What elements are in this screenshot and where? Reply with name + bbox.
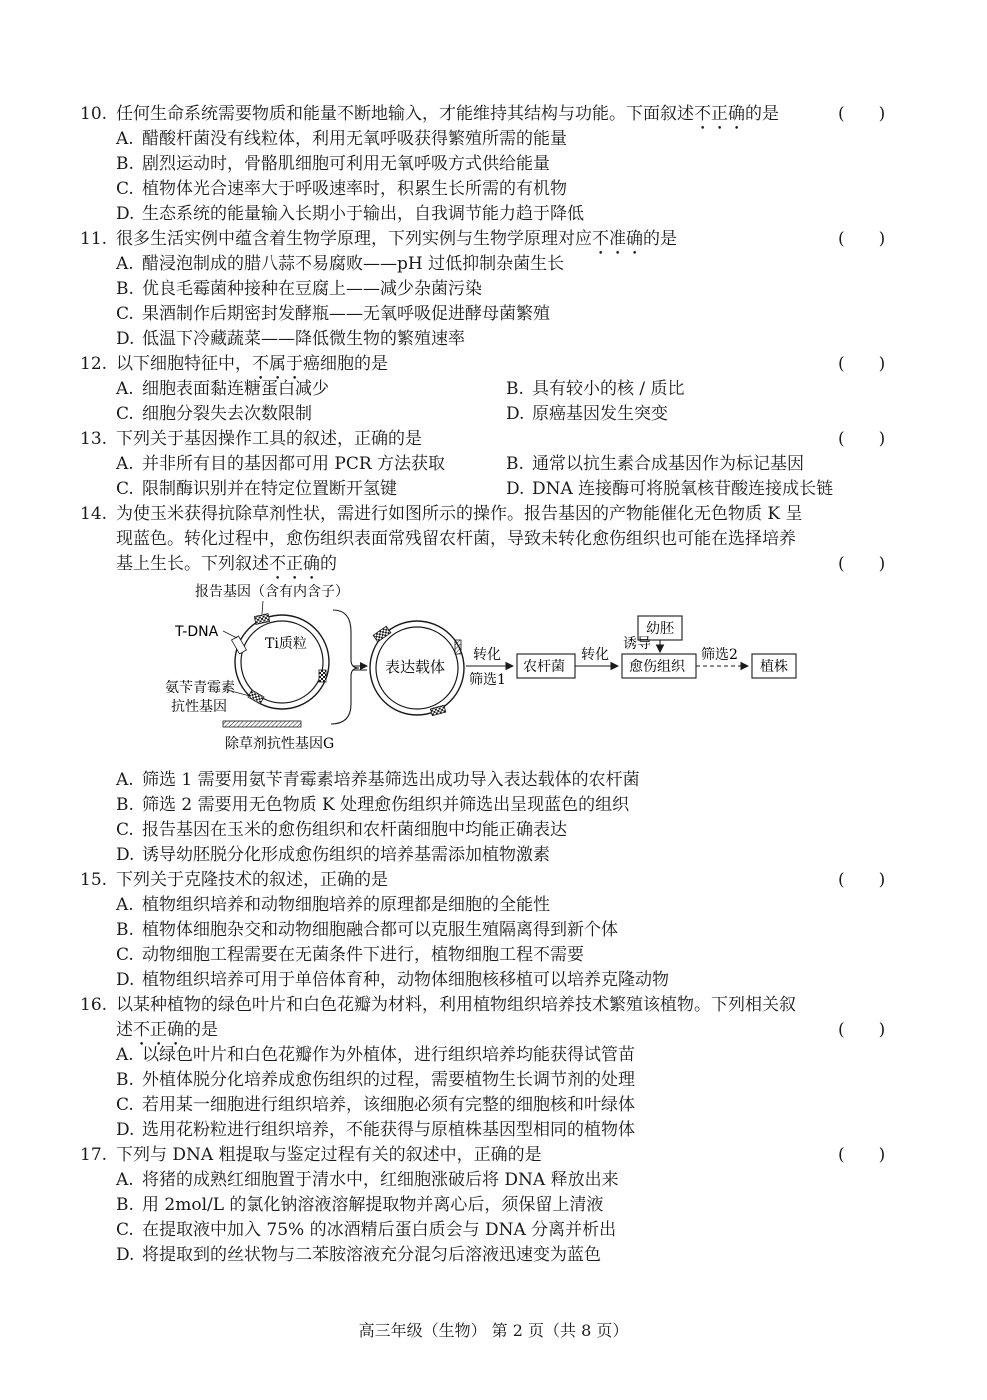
option <box>116 302 550 326</box>
option <box>116 768 640 792</box>
option <box>116 843 550 867</box>
emphasis-text: 不正确 <box>269 554 320 574</box>
option-text: 并非所有目的基因都可用 PCR 方法获取 <box>142 454 446 474</box>
reporter-gene-label: 报告基因（含有内含子） <box>195 584 349 600</box>
option-text: 将猪的成熟红细胞置于清水中，红细胞涨破后将 DNA 释放出来 <box>142 1170 619 1190</box>
question-number: 17. <box>80 1145 108 1165</box>
emphasis-text: 不准确 <box>592 229 643 249</box>
option <box>116 177 567 201</box>
stem-text: 以下细胞特征中， <box>116 354 252 374</box>
screen-1-label: 筛选1 <box>469 672 506 688</box>
page-footer: 高三年级（生物） 第 2 页（共 8 页） <box>358 1321 629 1340</box>
answer-paren: ( ) <box>838 229 886 249</box>
emphasis-text: 不正确 <box>694 104 745 124</box>
option-label: B. <box>116 1195 134 1215</box>
option-label: B. <box>506 454 524 474</box>
amp-label-line1: 氨苄青霉素 <box>165 680 235 696</box>
stem-text: 很多生活实例中蕴含着生物学原理，下列实例与生物学原理对应 <box>116 229 592 249</box>
agrobacterium-label: 农杆菌 <box>523 659 565 675</box>
option-text: 优良毛霉菌种接种在豆腐上——减少杂菌污染 <box>142 279 482 299</box>
option-text: 外植体脱分化培养成愈伤组织的过程，需要植物生长调节剂的处理 <box>142 1070 635 1090</box>
option <box>506 377 685 401</box>
option <box>116 1168 619 1192</box>
option-text: 低温下冷藏蔬菜——降低微生物的繁殖速率 <box>142 329 465 349</box>
option-label: D. <box>116 845 135 865</box>
option <box>506 402 668 426</box>
option-label: A. <box>116 895 134 915</box>
option <box>116 202 584 226</box>
option <box>116 1243 601 1267</box>
option-label: C. <box>116 179 134 199</box>
option-label: B. <box>116 795 134 815</box>
question-17-stem <box>80 1143 542 1167</box>
reporter-gene-block <box>254 614 269 625</box>
stem-text: 下列与 DNA 粗提取与鉴定过程有关的叙述中，正确的是 <box>116 1145 542 1165</box>
question-number: 13. <box>80 429 108 449</box>
option-label: A. <box>116 379 134 399</box>
option-text: 选用花粉粒进行组织培养，不能获得与原植株基因型相同的植物体 <box>142 1120 635 1140</box>
option-label: D. <box>116 1245 135 1265</box>
option <box>116 1118 635 1142</box>
option-text: 果酒制作后期密封发酵瓶——无氧呼吸促进酵母菌繁殖 <box>142 304 550 324</box>
stem-text: 为使玉米获得抗除草剂性状，需进行如图所示的操作。报告基因的产物能催化无色物质 K 呈 <box>116 504 803 524</box>
option <box>116 893 550 917</box>
option <box>116 1193 603 1217</box>
stem-text: 现蓝色。转化过程中，愈伤组织表面常残留农杆菌，导致未转化愈伤组织也可能在选择培养 <box>116 529 796 549</box>
emphasis-text: 不属于 <box>252 354 303 374</box>
option-text: 报告基因在玉米的愈伤组织和农杆菌细胞中均能正确表达 <box>142 820 567 840</box>
option-text: 原癌基因发生突变 <box>532 404 668 424</box>
option-text: DNA 连接酶可将脱氧核苷酸连接成长链 <box>532 479 834 499</box>
option-label: D. <box>116 204 135 224</box>
option <box>116 943 584 967</box>
option-text: 通常以抗生素合成基因作为标记基因 <box>532 454 804 474</box>
option-text: 植物组织培养可用于单倍体育种，动物体细胞核移植可以培养克隆动物 <box>142 970 669 990</box>
stem-text: 的是 <box>745 104 779 124</box>
option-label: C. <box>116 304 134 324</box>
option-text: 醋酸杆菌没有线粒体，利用无氧呼吸获得繁殖所需的能量 <box>142 129 567 149</box>
question-number: 10. <box>80 104 108 124</box>
option-label: D. <box>506 479 525 499</box>
option <box>116 968 669 992</box>
option-text: 生态系统的能量输入长期小于输出，自我调节能力趋于降低 <box>142 204 584 224</box>
embryo-label: 幼胚 <box>646 621 674 637</box>
option-label: D. <box>116 329 135 349</box>
option-text: 植物组织培养和动物细胞培养的原理都是细胞的全能性 <box>142 895 550 915</box>
option-text: 限制酶识别并在特定位置断开氢键 <box>142 479 397 499</box>
option-text: 细胞分裂失去次数限制 <box>142 404 312 424</box>
option <box>116 1043 635 1067</box>
option-label: C. <box>116 1220 134 1240</box>
option-text: 诱导幼胚脱分化形成愈伤组织的培养基需添加植物激素 <box>142 845 550 865</box>
option <box>116 377 329 401</box>
stem-text: 的是 <box>643 229 677 249</box>
option-label: A. <box>116 1045 134 1065</box>
option-text: 具有较小的核 / 质比 <box>532 379 685 399</box>
option-label: D. <box>116 970 135 990</box>
screen-2-label: 筛选2 <box>701 647 738 663</box>
option-text: 植物体光合速率大于呼吸速率时，积累生长所需的有机物 <box>142 179 567 199</box>
option <box>116 1068 635 1092</box>
option-label: A. <box>116 254 134 274</box>
option <box>116 277 482 301</box>
herbicide-gene-bar <box>223 721 301 727</box>
stem-text: 下列关于基因操作工具的叙述，正确的是 <box>116 429 422 449</box>
option-text: 筛选 1 需要用氨苄青霉素培养基筛选出成功导入表达载体的农杆菌 <box>142 770 640 790</box>
option <box>116 127 567 151</box>
option <box>116 1218 616 1242</box>
option-text: 细胞表面黏连糖蛋白减少 <box>142 379 329 399</box>
option <box>116 252 564 276</box>
answer-paren: ( ) <box>838 870 886 890</box>
option-text: 动物细胞工程需要在无菌条件下进行，植物细胞工程不需要 <box>142 945 584 965</box>
stem-text: 以某种植物的绿色叶片和白色花瓣为材料，利用植物组织培养技术繁殖该植物。下列相关叙 <box>116 995 796 1015</box>
herbicide-gene-label: 除草剂抗性基因G <box>225 736 335 752</box>
option <box>116 1093 635 1117</box>
option-label: A. <box>116 770 134 790</box>
stem-text: 述 <box>116 1020 133 1040</box>
answer-paren: ( ) <box>838 429 886 449</box>
option-text: 植物体细胞杂交和动物细胞融合都可以克服生殖隔离得到新个体 <box>142 920 618 940</box>
option-label: B. <box>506 379 524 399</box>
answer-paren: ( ) <box>838 104 886 124</box>
option <box>506 452 804 476</box>
combine-bracket <box>331 610 359 724</box>
vector-label: 表达载体 <box>385 658 446 676</box>
question-14-stem-line1 <box>80 502 803 526</box>
option <box>506 477 833 501</box>
stem-text: 基上生长。下列叙述 <box>116 554 269 574</box>
option-text: 用 2mol/L 的氯化钠溶液溶解提取物并离心后，须保留上清液 <box>142 1195 604 1215</box>
transform-2-label: 转化 <box>581 647 609 663</box>
stem-text: 的 <box>320 554 337 574</box>
amp-resistance-block <box>248 690 264 704</box>
gene-transfer-diagram <box>155 580 815 760</box>
option-text: 筛选 2 需要用无色物质 K 处理愈伤组织并筛选出呈现蓝色的组织 <box>142 795 630 815</box>
option-label: D. <box>116 1120 135 1140</box>
stem-text: 任何生命系统需要物质和能量不断地输入，才能维持其结构与功能。下面叙述 <box>116 104 694 124</box>
plasmid-block <box>319 670 326 682</box>
stem-text: 癌细胞的是 <box>303 354 388 374</box>
option-label: C. <box>116 479 134 499</box>
option <box>116 918 618 942</box>
plant-label: 植株 <box>760 659 788 675</box>
transform-1-label: 转化 <box>473 647 501 663</box>
option <box>116 327 465 351</box>
question-number: 11. <box>80 229 108 249</box>
question-14-stem-line2 <box>116 527 796 551</box>
answer-paren: ( ) <box>838 1145 886 1165</box>
option-text: 以绿色叶片和白色花瓣作为外植体，进行组织培养均能获得试管苗 <box>142 1045 635 1065</box>
option-label: C. <box>116 820 134 840</box>
option-label: C. <box>116 945 134 965</box>
callus-label: 愈伤组织 <box>629 659 685 675</box>
option-label: A. <box>116 129 134 149</box>
amp-label-line2: 抗性基因 <box>171 699 227 715</box>
option <box>116 452 445 476</box>
option <box>116 818 567 842</box>
question-13-stem <box>80 427 422 451</box>
answer-paren: ( ) <box>838 1020 886 1040</box>
option <box>116 402 312 426</box>
option-label: A. <box>116 454 134 474</box>
question-number: 16. <box>80 995 108 1015</box>
option-text: 剧烈运动时，骨骼肌细胞可利用无氧呼吸方式供给能量 <box>142 154 550 174</box>
option-label: D. <box>506 404 525 424</box>
induce-label: 诱导 <box>623 636 651 652</box>
option-label: B. <box>116 154 134 174</box>
option-text: 将提取到的丝状物与二苯胺溶液充分混匀后溶液迅速变为蓝色 <box>142 1245 601 1265</box>
question-number: 14. <box>80 504 108 524</box>
option-label: B. <box>116 920 134 940</box>
vector-block-bottom <box>430 705 445 715</box>
reporter-pointer <box>262 601 263 614</box>
tdna-label: T-DNA <box>175 624 219 640</box>
option <box>116 152 550 176</box>
stem-text: 下列关于克隆技术的叙述，正确的是 <box>116 870 388 890</box>
option-text: 若用某一细胞进行组织培养，该细胞必须有完整的细胞核和叶绿体 <box>142 1095 635 1115</box>
tdna-pointer <box>223 631 237 638</box>
question-number: 12. <box>80 354 108 374</box>
answer-paren: ( ) <box>838 554 886 574</box>
question-16-stem-line1 <box>80 993 796 1017</box>
option <box>116 477 397 501</box>
plasmid-label: Ti质粒 <box>265 636 307 652</box>
question-15-stem <box>80 868 388 892</box>
emphasis-text: 不正确 <box>133 1020 184 1040</box>
option-label: A. <box>116 1170 134 1190</box>
question-number: 15. <box>80 870 108 890</box>
vector-block-right <box>455 640 461 654</box>
option-label: B. <box>116 279 134 299</box>
stem-text: 的是 <box>184 1020 218 1040</box>
option <box>116 793 629 817</box>
option-text: 醋浸泡制成的腊八蒜不易腐败——pH 过低抑制杂菌生长 <box>142 254 565 274</box>
option-label: C. <box>116 1095 134 1115</box>
option-label: B. <box>116 1070 134 1090</box>
option-label: C. <box>116 404 134 424</box>
answer-paren: ( ) <box>838 354 886 374</box>
option-text: 在提取液中加入 75% 的冰酒精后蛋白质会与 DNA 分离并析出 <box>142 1220 617 1240</box>
